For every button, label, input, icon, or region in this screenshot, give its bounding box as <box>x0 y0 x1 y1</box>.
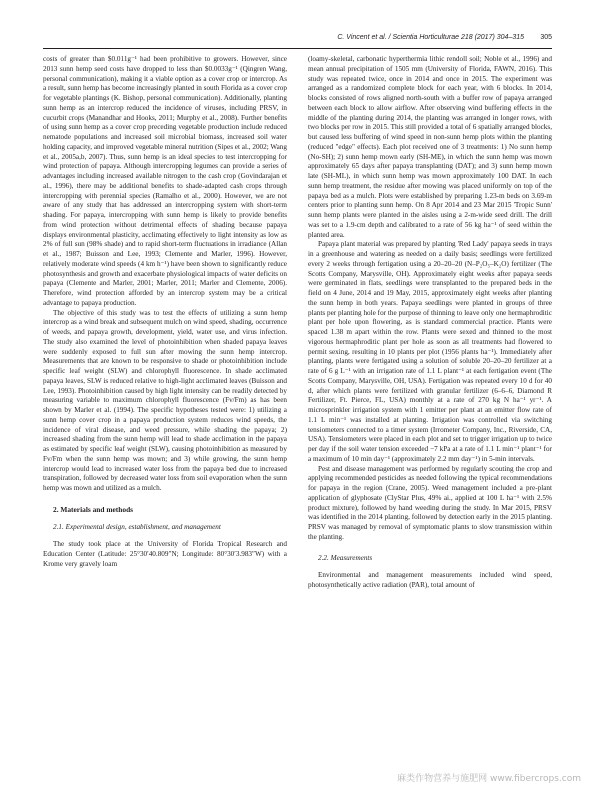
spacer <box>43 494 287 505</box>
spacer <box>43 532 287 540</box>
site-watermark: 麻类作物营养与施肥网 www.fibercrops.com <box>397 774 581 784</box>
pest-management-paragraph: Pest and disease management was performed by regularly scouting the crop and applying recommended pesticides as needed following the typical recommendations for papaya in the region (Crane, 2005). Weed management included a pre-plant application of glyphosate (ClyStar Plus, 49% ai., applied at 100 L ha⁻¹ with 2.5% product mixture), followed by hand weeding during the study. In Mar 2015, PRSV was identified in the 2014 planting, followed by detection early in the 2015 planting. PRSV was managed by removal of symptomatic plants to slow transmission within the planting. <box>308 464 552 541</box>
running-header <box>43 34 552 46</box>
intro-paragraph-continued: costs of greater than $0.011g⁻¹ had been prohibitive to growers. However, since 2013 sunn hemp seed costs have dropped to less than $0.0033g⁻¹ (Qingren Wang, personal communication), making it a viable option as a cover crop or intercrop. As a result, sunn hemp has become increasingly planted in south Florida as a cover crop for vegetable plantings (K. Bishop, personal communication). Additionally, planting sunn hemp as an intercrop reduced the incidence of viruses, including PRSV, in cucurbit crops (Manandhar and Hooks, 2011; Murphy et al., 2008). Further benefits of using sunn hemp as a cover crop preceding vegetable production include reduced nematode populations and increased soil microbial biomass, increased soil water holding capacity, and improved vegetable mineral nutrition (Sipes et al., 2002; Wang et al., 2005a,b, 2007). Thus, sunn hemp is an ideal species to test intercropping for wind protection of papaya. Although intercropping legumes can provide a series of advantages including increased available nitrogen to the cash crop (Govindarajan et al., 1996), there may be additional benefits to shade-adapted cash crops through intercropping with perennial species (Ramalho et al., 2000). However, we are not aware of any study that has addressed an intercropping system with short-term shading. For papaya, intercropping with sunn hemp is likely to provide benefits from wind protection without detrimental effects of shading because papaya displays environmental plasticity, acclimating effectively to light intensity as low as 2% of full sun (98% shade) and to rapid short-term fluctuations in irradiance (Allan et al., 1987; Buisson and Lee, 1993; Clemente and Marler, 1996). However, relatively moderate wind speeds (4 km h⁻¹) have been shown to significantly reduce photosynthesis and growth and exacerbate physiological impacts of water deficits on papaya (Clemente and Marler, 2001; Marler, 2011; Marler and Clemente, 2006). Therefore, wind protection afforded by an intercrop system may be a critical advantage to papaya production. <box>43 55 287 307</box>
objective-paragraph: The objective of this study was to test the effects of utilizing a sunn hemp intercrop as a wind break and subsequent mulch on wind speed, shading, occurrence of weeds, and papaya growth, development, yield, water use, and virus infection. The study also examined the level of photoinhibition when shaded papaya leaves were suddenly exposed to full sun after mowing the sunn hemp intercrop. Measurements that are known to be responsive to shade or photoinhibition include specific leaf weight (SLW) and chlorophyll fluorescence. In shade acclimated papaya leaves, SLW is reduced relative to high-light acclimated leaves (Buisson and Lee, 1993). Photoinhibition caused by high light intensity can be readily detected by measuring variable to maximum chlorophyll fluorescence (Fv/Fm) as has been shown by Marler et al. (1994). The specific hypotheses tested were: 1) utilizing a sunn hemp cover crop in a papaya production system reduces wind speeds, the incidence of viral disease, and weed pressure, while shading the papaya; 2) increased shading from the sunn hemp will lead to shade acclimation in the papaya as estimated by specific leaf weight (SLW), causing photoinhibition as measured by Fv/Fm when the sunn hemp was mown; and 3) while growing, the sunn hemp intercrop would lead to increased water loss from the papaya bed due to increased transpiration, followed by decreased water loss from soil evaporation when the sunn hemp was mown and utilized as a mulch. <box>43 308 287 492</box>
measurements-heading: 2.2. Measurements <box>318 553 373 562</box>
left-column <box>43 55 287 570</box>
design-paragraph: (loamy-skeletal, carbonatic hyperthermia lithic rendoll soil; Noble et al., 1996) and mean annual precipitation of 1505 mm (University of Florida, FAWN, 2016). This study was repeated twice, once in 2014 and once in 2015. The experiment was arranged as a randomized complete block for each year, with 6 blocks. In 2014, blocks consisted of rows aligned north-south with a buffer row of papaya arranged between each block to allow airflow. After observing wind buffering effects in the middle of the planting during 2014, the planting was arranged in longer rows, with two blocks per row in 2015. This still provided a total of 6 spatially arranged blocks, but caused less buffering of wind speed in non-sunn hemp plots within the planting (reduced "edge" effects). Each plot received one of 3 treatments: 1) No sunn hemp (No-SH); 2) sunn hemp mown early (SH-ME), in which the sunn hemp was mown approximately 65 days after papaya transplanting (DAT); and 3) sunn hemp mown late (SH-ML), in which sunn hemp was mown approximately 100 DAT. In each sunn hemp treatment, the residue after mowing was placed uniformly on top of the papaya bed as a mulch. Plots were established by preparing 1.23-m beds on 3.69-m centers prior to planting sunn hemp. On 8 Apr 2014 and 23 Mar 2015 'Tropic Sunn' sunn hemp plants were planted in the aisles using a 2-m-wide seed drill. The drill was set to a 1.9-cm depth and calibrated to a rate of 56 kg ha⁻¹ of seed within the planted area. <box>308 55 552 239</box>
section-heading: 2. Materials and methods <box>53 504 134 514</box>
header-rule <box>43 48 552 49</box>
page-number: 305 <box>540 34 552 41</box>
journal-citation: C. Vincent et al. / Scientia Horticulturae 218 (2017) 304–315 <box>337 34 524 41</box>
right-column <box>308 55 552 591</box>
spacer <box>308 543 552 554</box>
spacer <box>43 515 287 523</box>
study-site-paragraph: The study took place at the University of Florida Tropical Research and Education Center (Latitude: 25°30′40.809″N; Longitude: 80°30′3.983″W) with a Krome very gravely loam <box>43 540 287 568</box>
measurements-paragraph: Environmental and management measurements included wind speed, photosynthetically active radiation (PAR), total amount of <box>308 571 552 589</box>
subsection-heading: 2.1. Experimental design, establishment, and management <box>53 522 221 531</box>
plant-material-paragraph: Papaya plant material was prepared by planting 'Red Lady' papaya seeds in trays in a greenhouse and watering as needed on a daily basis; seedlings were fertilized every 2 weeks through fertigation using a 20–20–20 (N–P₂O₅–K₂O) fertilizer (The Scotts Company, Marysville, OH). Approximately eight weeks after papaya seeds were germinated in flats, seedlings were transplanted to the prepared beds in the field on 4 June, 2014 and 19 May, 2015, approximately eight weeks after planting the sunn hemp in both years. Papaya seedlings were planted in groups of three plants per planting hole for the purpose of thinning to leave only one hermaphroditic plant per hole upon flowering, as is standard commercial practice. Plants were spaced 1.38 m apart within the row. Plants were sexed and thinned to the most vigorous hermaphroditic plant per hole as soon as all treatments had flowered to permit sexing, resulting in 10 plants per plot (1956 plants ha⁻¹). Immediately after planting, plants were fertigated using a solution of soluble 20–20–20 fertilizer at a rate of 6 g L⁻¹ with an irrigation rate of 1.1 L plant⁻¹ at each fertigation event (The Scotts Company, Marysville, OH, USA). Fertigation was repeated every 10 d for 40 d, after which plants were fertilized with granular fertilizer (6–6–6, Diamond R Fertilizer, Ft. Pierce, FL, USA) monthly at a rate of 270 kg N ha⁻¹ yr⁻¹. A microsprinkler irrigation system with 1 emitter per plant at an emitter flow rate of 1.1 L min⁻¹ was installed at planting. Irrigation was controlled via switching tensiometers connected to a timer system (Irrometer Company, Inc., Riverside, CA, USA). Tensiometers were placed in each plot and set to trigger irrigation up to twice per day if the soil water tension exceeded −7 kPa at a rate of 1.1 L min⁻¹ plant⁻¹ for a maximum of 10 min day⁻¹ (approximately 2.2 mm day⁻¹) in 5-min intervals. <box>308 240 552 463</box>
spacer <box>308 563 552 571</box>
